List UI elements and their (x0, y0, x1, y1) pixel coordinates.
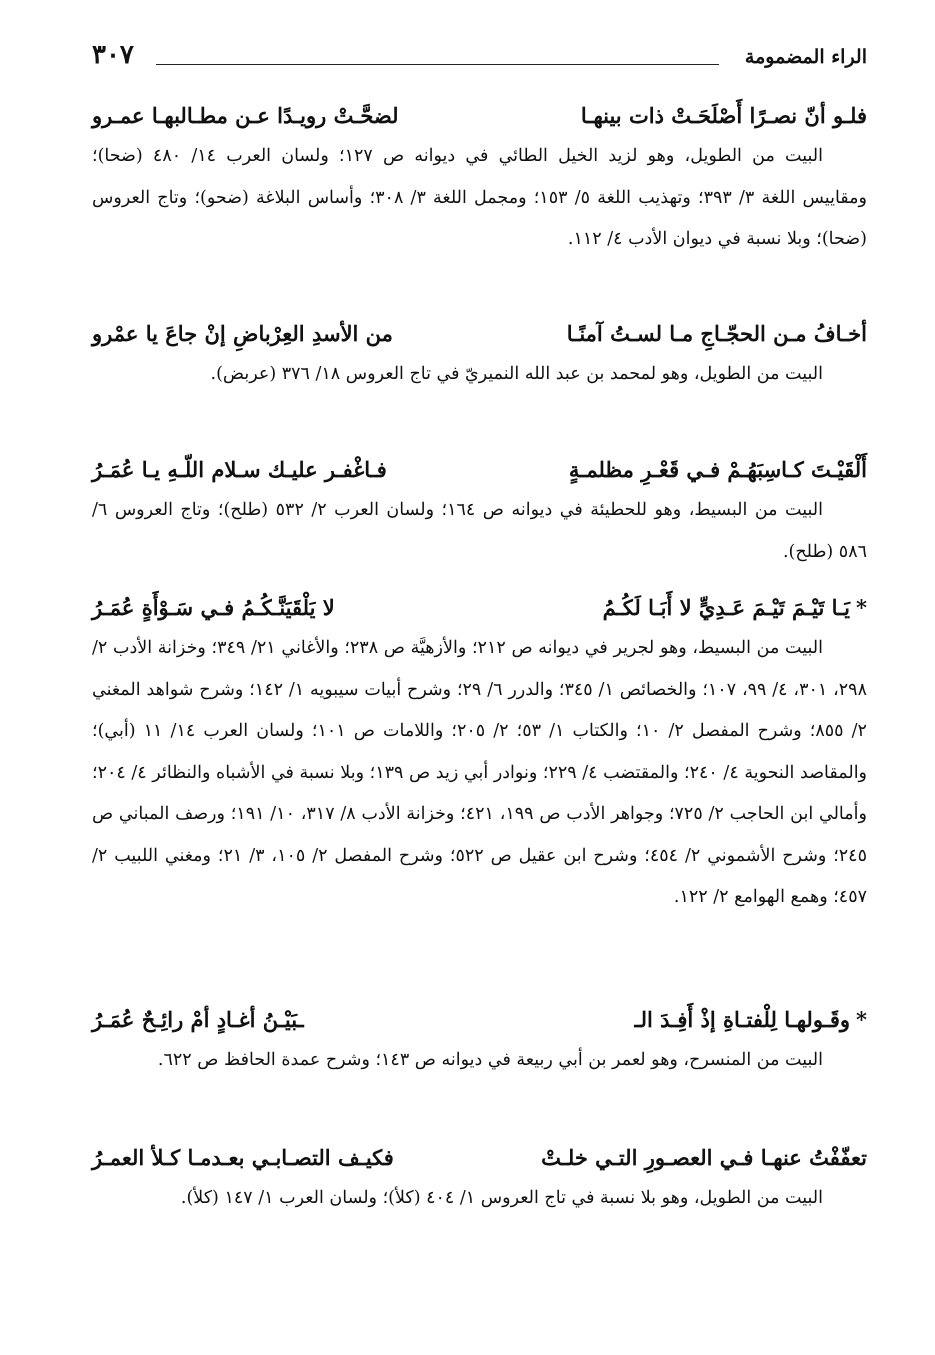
page-header (92, 40, 867, 80)
verse-note: البيت من البسيط، وهو للحطيئة في ديوانه ص ١٦٤؛ ولسان العرب ٢/ ٥٣٢ (طلح)؛ وتاج العروس ٦/ ٥٨٦ (طلح). (92, 500, 867, 562)
star-marker: * (856, 595, 867, 620)
first-hemistich-text: وقَـولهـا لِلْفتـاةِ إذْ أَفِـدَ الـ (634, 1007, 851, 1032)
verse-line (92, 96, 867, 136)
verse-entry (92, 588, 867, 1000)
verse-entry (92, 1000, 867, 1138)
second-hemistich: فكيـف التصـابـي بعـدمـا كـلأ العمـرُ (92, 1145, 394, 1170)
verse-line (92, 1138, 867, 1178)
second-hemistich: فـاغْفـر عليـك سـلام اللّـهِ يـا عُمَـرُ (92, 457, 387, 482)
verse-line (92, 314, 867, 354)
verse-entry (92, 1138, 867, 1278)
verse-line (92, 588, 867, 628)
verse-entries (92, 96, 867, 1278)
first-hemistich: أخـافُ مـن الحجّـاجِ مـا لسـتُ آمنًـا (566, 321, 867, 346)
verse-note: البيت من المنسرح، وهو لعمر بن أبي ربيعة في ديوانه ص ١٤٣؛ وشرح عمدة الحافظ ص ٦٢٢. (157, 1050, 823, 1070)
first-hemistich-text: يَـا تَيْـمَ تَيْـمَ عَـدِيٍّ لا أَبَـا لَكُـمُ (602, 595, 851, 620)
verse-line (92, 1000, 867, 1040)
verse-note: البيت من الطويل، وهو لزيد الخيل الطائي في ديوانه ص ١٢٧؛ ولسان العرب ١٤/ ٤٨٠ (ضحا)؛ ومقاييس اللغة ٣/ ٣٩٣؛ وتهذيب اللغة ٥/ ١٥٣؛ ومجمل اللغة ٣/ ٣٠٨؛ وأساس البلاغة (ضحو)؛ وتاج العروس (ضحا)؛ وبلا نسبة في ديوان الأدب ٤/ ١١٢. (92, 146, 867, 249)
header-rule (156, 64, 719, 65)
first-hemistich: تعفّفْتُ عنهـا فـي العصـورِ التـي خلـتْ (541, 1145, 867, 1170)
star-marker: * (856, 1007, 867, 1032)
second-hemistich: لضحَّـتْ رويـدًا عـن مطـالبهـا عمـرو (92, 103, 399, 128)
first-hemistich: فلـو أنّ نصـرًا أَصْلَحَـتْ ذات بينهـا (580, 103, 867, 128)
running-title: الراء المضمومة (744, 46, 867, 68)
verse-note: البيت من البسيط، وهو لجرير في ديوانه ص ٢١٢؛ والأزهيَّة ص ٢٣٨؛ والأغاني ٢١/ ٣٤٩؛ وخزانة الأدب ٢/ ٢٩٨، ٣٠١، ٤/ ٩٩، ١٠٧؛ والخصائص ١/ ٣٤٥؛ والدرر ٦/ ٢٩؛ وشرح أبيات سيبويه ١/ ١٤٢؛ وشرح شواهد المغني ٢/ ٨٥٥؛ وشرح المفصل ٢/ ١٠؛ والكتاب ١/ ٥٣؛ ٢/ ٢٠٥؛ واللامات ص ١٠١؛ ولسان العرب ١٤/ ١١ (أبي)؛ والمقاصد النحوية ٤/ ٢٤٠؛ والمقتضب ٤/ ٢٢٩؛ ونوادر أبي زيد ص ١٣٩؛ وبلا نسبة في الأشباه والنظائر ٤/ ٢٠٤؛ وأمالي ابن الحاجب ٢/ ٧٢٥؛ وجواهر الأدب ص ١٩٩، ٤٢١؛ وخزانة الأدب ٨/ ٣١٧، ١٠/ ١٩١؛ ورصف المباني ص ٢٤٥؛ وشرح الأشموني ٢/ ٤٥٤؛ وشرح ابن عقيل ص ٥٢٢؛ وشرح المفصل ٢/ ١٠٥، ٣/ ٢١؛ ومغني اللبيب ٢/ ٤٥٧؛ وهمع الهوامع ٢/ ١٢٢. (92, 638, 868, 907)
verse-entry (92, 450, 867, 588)
second-hemistich: لا يَلْقَيَنَّـكُـمُ فـي سَـوْأَةٍ عُمَـرُ (92, 595, 335, 620)
verse-line (92, 450, 867, 490)
second-hemistich: من الأسدِ العِرْباضِ إنْ جاعَ يا عمْرو (92, 321, 393, 346)
verse-entry (92, 96, 867, 314)
verse-entry (92, 314, 867, 450)
second-hemistich: ـبَيْـنُ أغـادٍ أمْ رائِـحٌ عُمَـرُ (92, 1007, 304, 1032)
first-hemistich (603, 588, 867, 628)
first-hemistich: أَلْقَيْـتَ كـاسِبَهُـمْ فـي قَعْـرِ مظلمـةٍ (568, 457, 867, 482)
page-number: ٣٠٧ (92, 40, 134, 70)
verse-note: البيت من الطويل، وهو بلا نسبة في تاج العروس ١/ ٤٠٤ (كلأ)؛ ولسان العرب ١/ ١٤٧ (كلأ). (180, 1188, 823, 1208)
first-hemistich (634, 1000, 867, 1040)
verse-note: البيت من الطويل، وهو لمحمد بن عبد الله النميريّ في تاج العروس ١٨/ ٣٧٦ (عربض). (210, 364, 823, 384)
